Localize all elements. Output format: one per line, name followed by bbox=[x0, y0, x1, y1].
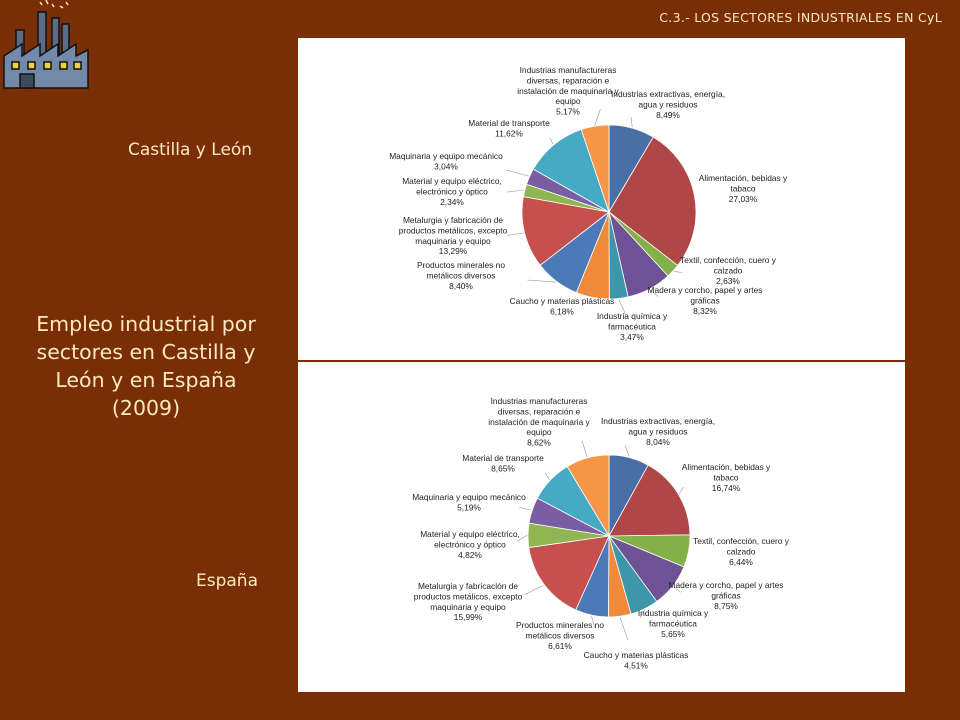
slice-label-espana-industria-quimica-y-farmaceutica: Industria química y farmacéutica bbox=[637, 608, 709, 629]
slice-value-label-castilla-y-leon-industria-quimica-y-farmaceutica: 3,47% bbox=[620, 331, 644, 342]
slice-label-espana-productos-minerales-no-metalicos-diverso: Productos minerales no metálicos diversos bbox=[516, 620, 604, 641]
slice-value-label-castilla-y-leon-material-de-transporte: 11,62% bbox=[495, 128, 523, 139]
leader-line bbox=[545, 473, 549, 480]
slice-label-espana-caucho-y-materias-plasticas: Caucho y materias plásticas bbox=[583, 650, 689, 660]
region-label-castilla-leon: Castilla y León bbox=[128, 140, 253, 160]
leader-line bbox=[595, 109, 601, 125]
slice-value-label-espana-textil-confeccion-cuero-y-calzado: 6,44% bbox=[729, 556, 753, 567]
slice-value-label-castilla-y-leon-madera-y-corcho-papel-y-artes-graficas: 8,32% bbox=[693, 305, 717, 316]
slice-label-castilla-y-leon-madera-y-corcho-papel-y-artes-graficas: Madera y corcho, papel y artes gráficas bbox=[647, 285, 763, 306]
leader-line bbox=[527, 280, 555, 282]
slice-value-label-castilla-y-leon-industrias-extractivas-energia-agua-y-re: 8,49% bbox=[656, 109, 680, 120]
leader-line bbox=[582, 440, 587, 456]
slice-value-label-espana-industrias-manufactureras-diversas-repar: 8,62% bbox=[527, 437, 551, 448]
slice-label-castilla-y-leon-material-y-equipo-electrico-electronico-: Material y equipo eléctrico, electrónico y óptico bbox=[402, 176, 502, 197]
leader-line bbox=[507, 190, 524, 192]
factory-icon bbox=[0, 0, 92, 90]
slice-label-castilla-y-leon-industrias-extractivas-energia-agua-y-re: Industrias extractivas, energía, agua y residuos bbox=[610, 89, 726, 110]
slice-label-castilla-y-leon-metalurgia-y-fabricacion-de-productos-me: Metalurgia y fabricación de productos metálicos, excepto maquinaria y equipo bbox=[398, 215, 508, 246]
leader-line bbox=[631, 117, 632, 127]
leader-line bbox=[625, 445, 630, 456]
slice-label-castilla-y-leon-maquinaria-y-equipo-mecanico: Maquinaria y equipo mecánico bbox=[389, 151, 503, 161]
slice-value-label-espana-maquinaria-y-equipo-mecanico: 5,19% bbox=[457, 502, 481, 513]
leader-line bbox=[550, 138, 553, 145]
slice-value-label-espana-industrias-extractivas-energia-agua-y-re: 8,04% bbox=[646, 436, 670, 447]
slice-value-label-espana-industria-quimica-y-farmaceutica: 5,65% bbox=[661, 628, 685, 639]
slice-label-espana-metalurgia-y-fabricacion-de-productos-me: Metalurgia y fabricación de productos metálicos, excepto maquinaria y equipo bbox=[413, 581, 523, 612]
slice-value-label-castilla-y-leon-caucho-y-materias-plasticas: 6,18% bbox=[550, 306, 574, 317]
slice-label-castilla-y-leon-material-de-transporte: Material de transporte bbox=[468, 118, 550, 128]
slice-label-castilla-y-leon-textil-confeccion-cuero-y-calzado: Textil, confección, cuero y calzado bbox=[680, 255, 776, 276]
leader-line bbox=[519, 507, 531, 509]
slice-label-espana-madera-y-corcho-papel-y-artes-graficas: Madera y corcho, papel y artes gráficas bbox=[668, 580, 784, 601]
leader-line bbox=[506, 170, 528, 176]
slice-label-espana-alimentacion-bebidas-y-tabaco: Alimentación, bebidas y tabaco bbox=[681, 462, 771, 483]
slice-value-label-espana-alimentacion-bebidas-y-tabaco: 16,74% bbox=[711, 482, 741, 493]
header-title: C.3.- LOS SECTORES INDUSTRIALES EN CyL bbox=[659, 10, 942, 25]
slice-label-castilla-y-leon-productos-minerales-no-metalicos-diverso: Productos minerales no metálicos diversos bbox=[417, 260, 505, 281]
slice-value-label-castilla-y-leon-maquinaria-y-equipo-mecanico: 3,04% bbox=[434, 161, 458, 172]
page-title: Empleo industrial por sectores en Castilla y León y en España (2009) bbox=[36, 312, 256, 420]
slice-value-label-castilla-y-leon-material-y-equipo-electrico-electronico-: 2,34% bbox=[440, 196, 464, 207]
slice-value-label-castilla-y-leon-alimentacion-bebidas-y-tabaco: 27,03% bbox=[728, 193, 758, 204]
slice-value-label-espana-madera-y-corcho-papel-y-artes-graficas: 8,75% bbox=[714, 600, 738, 611]
slice-value-label-espana-productos-minerales-no-metalicos-diverso: 6,61% bbox=[548, 640, 572, 651]
leader-line bbox=[679, 487, 683, 494]
region-label-espana: España bbox=[196, 571, 258, 591]
slice-value-label-castilla-y-leon-metalurgia-y-fabricacion-de-productos-me: 13,29% bbox=[438, 246, 468, 257]
slice-value-label-espana-material-de-transporte: 8,65% bbox=[491, 463, 515, 474]
pie-chart-espana bbox=[298, 362, 905, 692]
slice-label-espana-textil-confeccion-cuero-y-calzado: Textil, confección, cuero y calzado bbox=[693, 536, 789, 557]
slice-value-label-castilla-y-leon-textil-confeccion-cuero-y-calzado: 2,63% bbox=[716, 275, 740, 286]
slice-value-label-castilla-y-leon-industrias-manufactureras-diversas-repar: 5,17% bbox=[556, 106, 580, 117]
chart-panel-castilla-leon bbox=[298, 38, 905, 360]
slice-label-espana-maquinaria-y-equipo-mecanico: Maquinaria y equipo mecánico bbox=[412, 492, 526, 502]
slice-value-label-espana-metalurgia-y-fabricacion-de-productos-me: 15,99% bbox=[453, 612, 483, 623]
chart-panel-espana bbox=[298, 362, 905, 692]
pie-chart-castilla-leon bbox=[298, 38, 905, 360]
slice-label-espana-material-y-equipo-electrico-electronico-: Material y equipo eléctrico, electrónico y óptico bbox=[420, 529, 520, 550]
slice-label-espana-material-de-transporte: Material de transporte bbox=[462, 453, 544, 463]
leader-line bbox=[674, 272, 682, 273]
leader-line bbox=[620, 617, 628, 640]
slice-value-label-espana-caucho-y-materias-plasticas: 4,51% bbox=[624, 660, 648, 671]
leader-line bbox=[525, 585, 544, 594]
slice-label-castilla-y-leon-industria-quimica-y-farmaceutica: Industria química y farmacéutica bbox=[596, 311, 668, 332]
leader-line bbox=[507, 233, 523, 236]
slice-value-label-castilla-y-leon-productos-minerales-no-metalicos-diverso: 8,40% bbox=[449, 280, 473, 291]
slice-value-label-espana-material-y-equipo-electrico-electronico-: 4,82% bbox=[458, 549, 482, 560]
slice-label-castilla-y-leon-alimentacion-bebidas-y-tabaco: Alimentación, bebidas y tabaco bbox=[698, 173, 788, 194]
slice-label-espana-industrias-manufactureras-diversas-repar: Industrias manufactureras diversas, reparación e instalación de maquinaria y equipo bbox=[488, 396, 590, 438]
slice-label-espana-industrias-extractivas-energia-agua-y-re: Industrias extractivas, energía, agua y residuos bbox=[600, 416, 716, 437]
slice-label-castilla-y-leon-caucho-y-materias-plasticas: Caucho y materias plásticas bbox=[509, 296, 615, 306]
slice-label-castilla-y-leon-industrias-manufactureras-diversas-repar: Industrias manufactureras diversas, reparación e instalación de maquinaria y equipo bbox=[517, 65, 619, 107]
